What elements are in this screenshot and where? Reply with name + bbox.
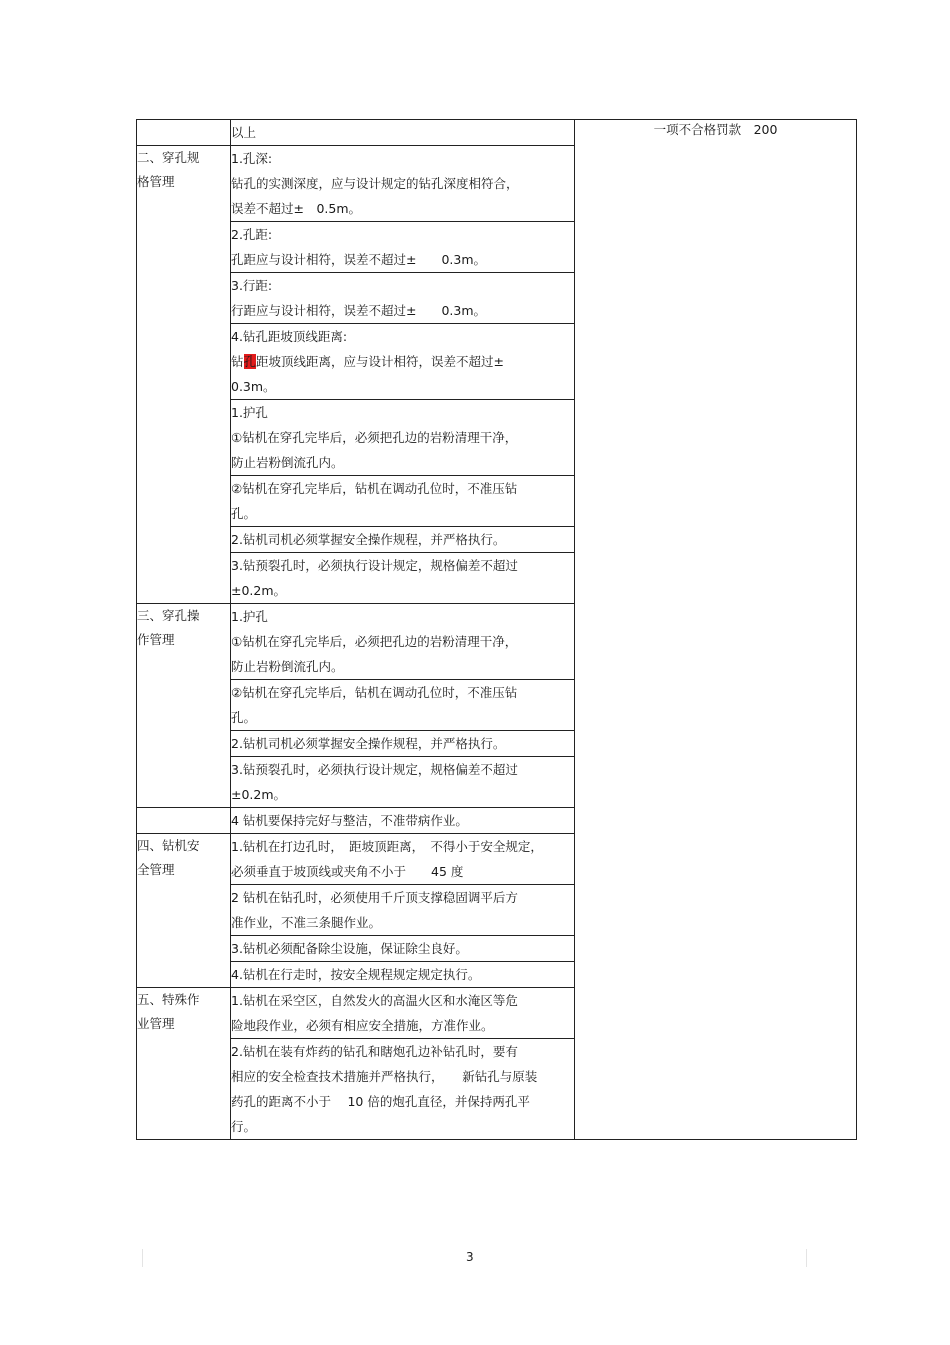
requirement-text: 相应的安全检查技术措施并严格执行， 新钻孔与原装 [231,1069,538,1084]
page-margin-mark [142,1249,143,1267]
page-margin-mark [806,1249,807,1267]
requirement-cell [231,808,575,834]
category-label: 五、特殊作 [137,992,200,1007]
category-label: 格管理 [137,174,175,189]
requirement-text: 3.行距: [231,278,273,293]
requirement-cell [231,731,575,757]
requirement-text: ②钻机在穿孔完毕后，钻机在调动孔位时，不准压钻 [231,481,518,496]
requirement-cell [231,936,575,962]
requirement-text: 钻孔距坡顶线距离，应与设计相符，误差不超过± [231,354,505,369]
requirement-text: 2.钻机司机必须掌握安全操作规程，并严格执行。 [231,736,506,751]
requirement-text: 必须垂直于坡顶线或夹角不小于 45 度 [231,864,464,879]
requirement-text: 以上 [231,125,257,140]
category-cell [137,834,231,988]
requirement-cell [231,222,575,273]
penalty-text: 一项不合格罚款 200 [653,122,778,137]
requirement-text: 2.钻机在装有炸药的钻孔和瞎炮孔边补钻孔时，要有 [231,1044,518,1059]
requirement-text: 3.钻预裂孔时，必须执行设计规定，规格偏差不超过 [231,762,518,777]
requirement-text: 行距应与设计相符，误差不超过± 0.3m。 [231,303,487,318]
requirement-text: 药孔的距离不小于 10 倍的炮孔直径，并保持两孔平 [231,1094,530,1109]
requirement-text: 3.钻机必须配备除尘设施，保证除尘良好。 [231,941,468,956]
requirement-cell [231,885,575,936]
requirement-text: 3.钻预裂孔时，必须执行设计规定，规格偏差不超过 [231,558,518,573]
requirement-cell [231,834,575,885]
requirement-text: ②钻机在穿孔完毕后，钻机在调动孔位时，不准压钻 [231,685,518,700]
requirement-cell [231,757,575,808]
requirement-text: ±0.2m。 [231,583,287,598]
requirement-text: ±0.2m。 [231,787,287,802]
category-cell [137,988,231,1140]
requirement-text: 1.孔深: [231,151,273,166]
table-row [137,120,857,146]
requirement-cell [231,1039,575,1140]
requirement-cell [231,962,575,988]
category-label: 二、穿孔规 [137,150,200,165]
category-cell [137,146,231,604]
category-cell [137,604,231,808]
category-label: 四、钻机安 [137,838,200,853]
category-label: 作管理 [137,632,175,647]
requirement-text: 2.孔距: [231,227,273,242]
requirement-text: ①钻机在穿孔完毕后，必须把孔边的岩粉清理干净， [231,430,518,445]
category-cell [137,120,231,146]
requirement-text: 防止岩粉倒流孔内。 [231,659,344,674]
requirement-text: 1.护孔 [231,609,268,624]
requirement-text: 4 钻机要保持完好与整洁，不准带病作业。 [231,813,468,828]
requirement-text: 1.钻机在采空区，自然发火的高温火区和水淹区等危 [231,993,518,1008]
requirement-cell [231,273,575,324]
page-number: 3 [466,1250,474,1264]
requirement-text: 孔。 [231,506,257,521]
requirement-text: 误差不超过± 0.5m。 [231,201,362,216]
requirement-cell [231,604,575,680]
requirement-text: 孔。 [231,710,257,725]
requirement-text: 防止岩粉倒流孔内。 [231,455,344,470]
requirement-text: 4.钻机在行走时，按安全规程规定规定执行。 [231,967,481,982]
requirement-cell [231,527,575,553]
requirement-text: ①钻机在穿孔完毕后，必须把孔边的岩粉清理干净， [231,634,518,649]
requirement-text: 0.3m。 [231,379,276,394]
category-label: 全管理 [137,862,175,877]
requirement-cell [231,400,575,476]
requirement-text: 2.钻机司机必须掌握安全操作规程，并严格执行。 [231,532,506,547]
requirement-cell [231,120,575,146]
requirement-cell [231,680,575,731]
requirement-text: 行。 [231,1119,257,1134]
requirement-cell [231,146,575,222]
highlight-mark: 孔 [243,354,257,369]
requirement-text: 1.钻机在打边孔时， 距坡顶距离， 不得小于安全规定， [231,839,543,854]
standards-table [136,119,857,1140]
requirement-text: 钻孔的实测深度，应与设计规定的钻孔深度相符合， [231,176,519,191]
requirement-text: 2 钻机在钻孔时，必须使用千斤顶支撑稳固调平后方 [231,890,518,905]
requirement-text: 险地段作业，必须有相应安全措施，方准作业。 [231,1018,494,1033]
requirement-cell [231,324,575,400]
category-label: 业管理 [137,1016,175,1031]
requirement-cell [231,553,575,604]
category-label: 三、穿孔操 [137,608,200,623]
penalty-cell [575,120,857,1140]
requirement-cell [231,988,575,1039]
category-cell [137,808,231,834]
requirement-cell [231,476,575,527]
requirement-text: 4.钻孔距坡顶线距离: [231,329,348,344]
requirement-text: 孔距应与设计相符，误差不超过± 0.3m。 [231,252,487,267]
requirement-text: 1.护孔 [231,405,268,420]
requirement-text: 准作业，不准三条腿作业。 [231,915,382,930]
